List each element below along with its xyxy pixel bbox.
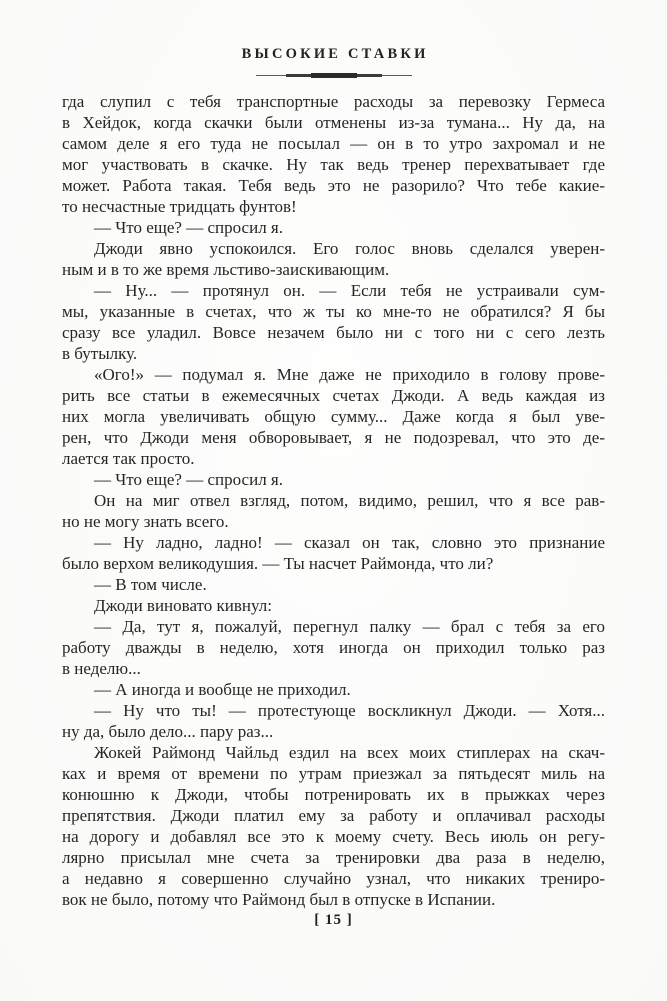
text-line: Джоди виновато кивнул: — [94, 596, 272, 615]
text-line: них могла увеличивать общую сумму... Даже когда я был уве- — [62, 407, 605, 426]
text-line: — А иногда и вообще не приходил. — [94, 680, 351, 699]
text-line: работу дважды в неделю, хотя иногда он приходил только раз — [62, 638, 605, 657]
text-line: — Что еще? — спросил я. — [94, 218, 283, 237]
text-line: лается так просто. — [62, 449, 195, 468]
text-line: сразу все уладил. Вовсе незачем было ни с того ни с сего лезть — [62, 323, 605, 342]
text-line: — Ну ладно, ладно! — сказал он так, словно это признание — [94, 533, 605, 552]
text-line: мы, указанные в счетах, что ж ты ко мне-то не обратился? Я бы — [62, 302, 605, 321]
text-line: в Хейдок, когда скачки были отменены из-за тумана... Ну да, на — [62, 113, 605, 132]
text-line: может. Работа такая. Тебя ведь это не разорило? Что тебе какие- — [62, 176, 605, 195]
ornament-segment — [286, 74, 311, 77]
text-line: то несчастные тридцать фунтов! — [62, 197, 297, 216]
text-line: Джоди явно успокоился. Его голос вновь сделался уверен- — [94, 239, 605, 258]
header-ornament-icon — [256, 73, 412, 78]
body-text — [62, 91, 605, 910]
text-line: ну да, было дело... пару раз... — [62, 722, 274, 741]
text-line: мог участвовать в скачке. Ну так ведь тренер перехватывает где — [62, 155, 605, 174]
ornament-segment — [256, 75, 286, 76]
text-line: было верхом великодушия. — Ты насчет Раймонда, что ли? — [62, 554, 494, 573]
text-line: самом деле я его туда не посылал — он в то утро захромал и не — [62, 134, 605, 153]
text-line: гда слупил с тебя транспортные расходы за перевозку Гермеса — [62, 92, 605, 111]
text-line: «Ого!» — подумал я. Мне даже не приходило в голову прове- — [94, 365, 605, 384]
text-line: — В том числе. — [94, 575, 207, 594]
text-line: ным и в то же время льстиво-заискивающим. — [62, 260, 390, 279]
ornament-segment — [311, 73, 357, 78]
text-line: Жокей Раймонд Чайльд ездил на всех моих стиплерах на скач- — [94, 743, 605, 762]
text-line: в неделю... — [62, 659, 141, 678]
text-line: — Ну... — протянул он. — Если тебя не устраивали сум- — [94, 281, 605, 300]
text-line: а недавно я совершенно случайно узнал, что никаких трениро- — [62, 869, 605, 888]
text-line: рить все статьи в ежемесячных счетах Джоди. А ведь каждая из — [62, 386, 605, 405]
text-line: рен, что Джоди меня обворовывает, я не подозревал, что это де- — [62, 428, 605, 447]
text-line: — Что еще? — спросил я. — [94, 470, 283, 489]
text-line: — Ну что ты! — протестующе воскликнул Джоди. — Хотя... — [94, 701, 605, 720]
text-line: вок не было, потому что Раймонд был в отпуске в Испании. — [62, 890, 496, 909]
text-line: лярно присылал мне счета за тренировки два раза в неделю, — [62, 848, 605, 867]
running-head: ВЫСОКИЕ СТАВКИ — [241, 46, 429, 62]
text-line: на дорогу и добавлял все это к моему счету. Весь июль он регу- — [62, 827, 605, 846]
text-line: ках и время от времени по утрам приезжал за пятьдесят миль на — [62, 764, 605, 783]
ornament-segment — [382, 75, 412, 76]
text-line: в бутылку. — [62, 344, 138, 363]
page-number: [ 15 ] — [314, 912, 353, 928]
text-line: Он на миг отвел взгляд, потом, видимо, решил, что я все рав- — [94, 491, 605, 510]
text-line: но не могу знать всего. — [62, 512, 229, 531]
text-line: препятствия. Джоди платил ему за работу и оплачивал расходы — [62, 806, 605, 825]
ornament-segment — [357, 74, 382, 77]
text-line: — Да, тут я, пожалуй, перегнул палку — брал с тебя за его — [94, 617, 605, 636]
text-line: конюшню к Джоди, чтобы потренировать их в прыжках через — [62, 785, 605, 804]
